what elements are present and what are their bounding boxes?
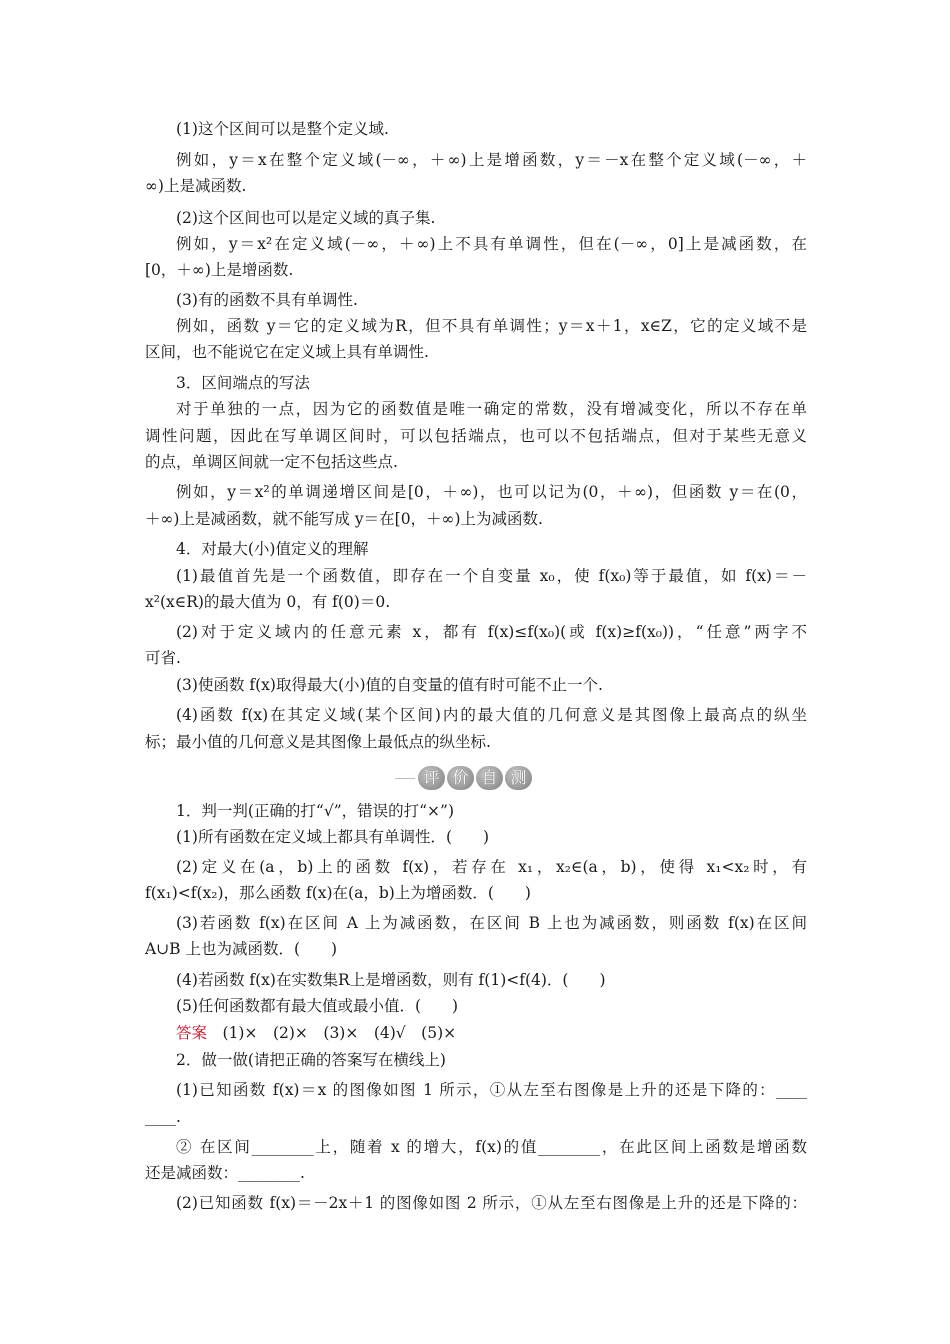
heading-char: 评 [418,766,445,790]
text-line: 例如，函数 y＝它的定义域为R，但不具有单调性；y＝x＋1，x∈Z，它的定义域不是 [176,317,807,335]
text-line: (1)所有函数在定义域上都具有单调性．( ) [176,828,490,846]
text-line: ＋∞)上是减函数，就不能写成 y＝在[0，＋∞)上为减函数. [145,510,543,528]
text-line: 调性问题，因此在写单调区间时，可以包括端点，也可以不包括端点，但对于某些无意义 [145,427,807,445]
text-line: 3．区间端点的写法 [176,374,310,392]
heading-char: 自 [476,766,503,790]
answer-content: (1)× (2)× (3)× (4)√ (5)× [207,1024,457,1042]
text-line: (1)最值首先是一个函数值，即存在一个自变量 x₀，使 f(x₀)等于最值，如 f(x)＝－ [176,567,807,585]
text-line: 区间，也不能说它在定义域上具有单调性. [145,343,429,361]
text-line: 还是减函数：________. [145,1164,305,1182]
text-line: 可省. [145,649,181,667]
text-line: A∪B 上也为减函数．( ) [145,940,338,958]
text-line: 标；最小值的几何意义是其图像上最低点的纵坐标. [145,733,491,751]
text-line: 4．对最大(小)值定义的理解 [176,540,369,558]
heading-char: 测 [505,766,532,790]
text-line: (5)任何函数都有最大值或最小值．( ) [176,997,459,1015]
text-line: 例如，y＝x²在定义域(－∞，＋∞)上不具有单调性，但在(－∞，0]上是减函数，在 [176,235,807,253]
text-line: ② 在区间________上，随着 x 的增大，f(x)的值________，在此区间上函数是增函数 [176,1138,807,1156]
text-line: f(x₁)<f(x₂)，那么函数 f(x)在(a，b)上为增函数．( ) [145,884,531,902]
text-line: (3)有的函数不具有单调性. [176,291,358,309]
text-line: (2)已知函数 f(x)＝－2x＋1 的图像如图 2 所示，①从左至右图像是上升的还是下降的： [176,1194,807,1212]
text-line: ∞)上是减函数. [145,177,247,195]
text-line: (2)定义在(a，b)上的函数 f(x)，若存在 x₁，x₂∈(a，b)，使得 x₁<x₂时，有 [176,858,807,876]
text-line: (3)使函数 f(x)取得最大(小)值的自变量的值有时可能不止一个. [176,676,603,694]
text-line: (2)这个区间也可以是定义域的真子集. [176,209,436,227]
text-line: (1)这个区间可以是整个定义域. [176,120,389,138]
text-line: [0，＋∞)上是增函数. [145,261,294,279]
text-line: 2．做一做(请把正确的答案写在横线上) [176,1051,446,1069]
text-line: 对于单独的一点，因为它的函数值是唯一确定的常数，没有增减变化，所以不存在单 [176,400,807,418]
answer-label: 答案 [176,1024,208,1042]
text-line: (3)若函数 f(x)在区间 A 上为减函数，在区间 B 上也为减函数，则函数 f(x)在区间 [176,914,807,932]
text-line: ____. [145,1108,181,1126]
text-line: x²(x∈R)的最大值为 0，有 f(0)＝0. [145,593,391,611]
text-line: 例如，y＝x²的单调递增区间是[0，＋∞)，也可以记为(0，＋∞)，但函数 y＝在(0， [176,483,807,501]
text-line: (4)若函数 f(x)在实数集R上是增函数，则有 f(1)<f(4)．( ) [176,971,606,989]
text-line: (1)已知函数 f(x)＝x 的图像如图 1 所示，①从左至右图像是上升的还是下降的：____ [176,1081,807,1099]
answer-line [176,1023,807,1043]
text-line: 1．判一判(正确的打“√”，错误的打“×”) [176,802,455,820]
text-line: (2)对于定义域内的任意元素 x，都有 f(x)≤f(x₀)(或 f(x)≥f(x₀))，“任意”两字不 [176,623,807,641]
section-heading-evaluation [375,764,575,792]
text-line: 的点，单调区间就一定不包括这些点. [145,453,398,471]
text-line: (4)函数 f(x)在其定义域(某个区间)内的最大值的几何意义是其图像上最高点的纵坐 [176,706,807,724]
heading-char: 价 [447,766,474,790]
text-line: 例如，y＝x在整个定义域(－∞，＋∞)上是增函数，y＝－x在整个定义域(－∞，＋ [176,151,807,169]
